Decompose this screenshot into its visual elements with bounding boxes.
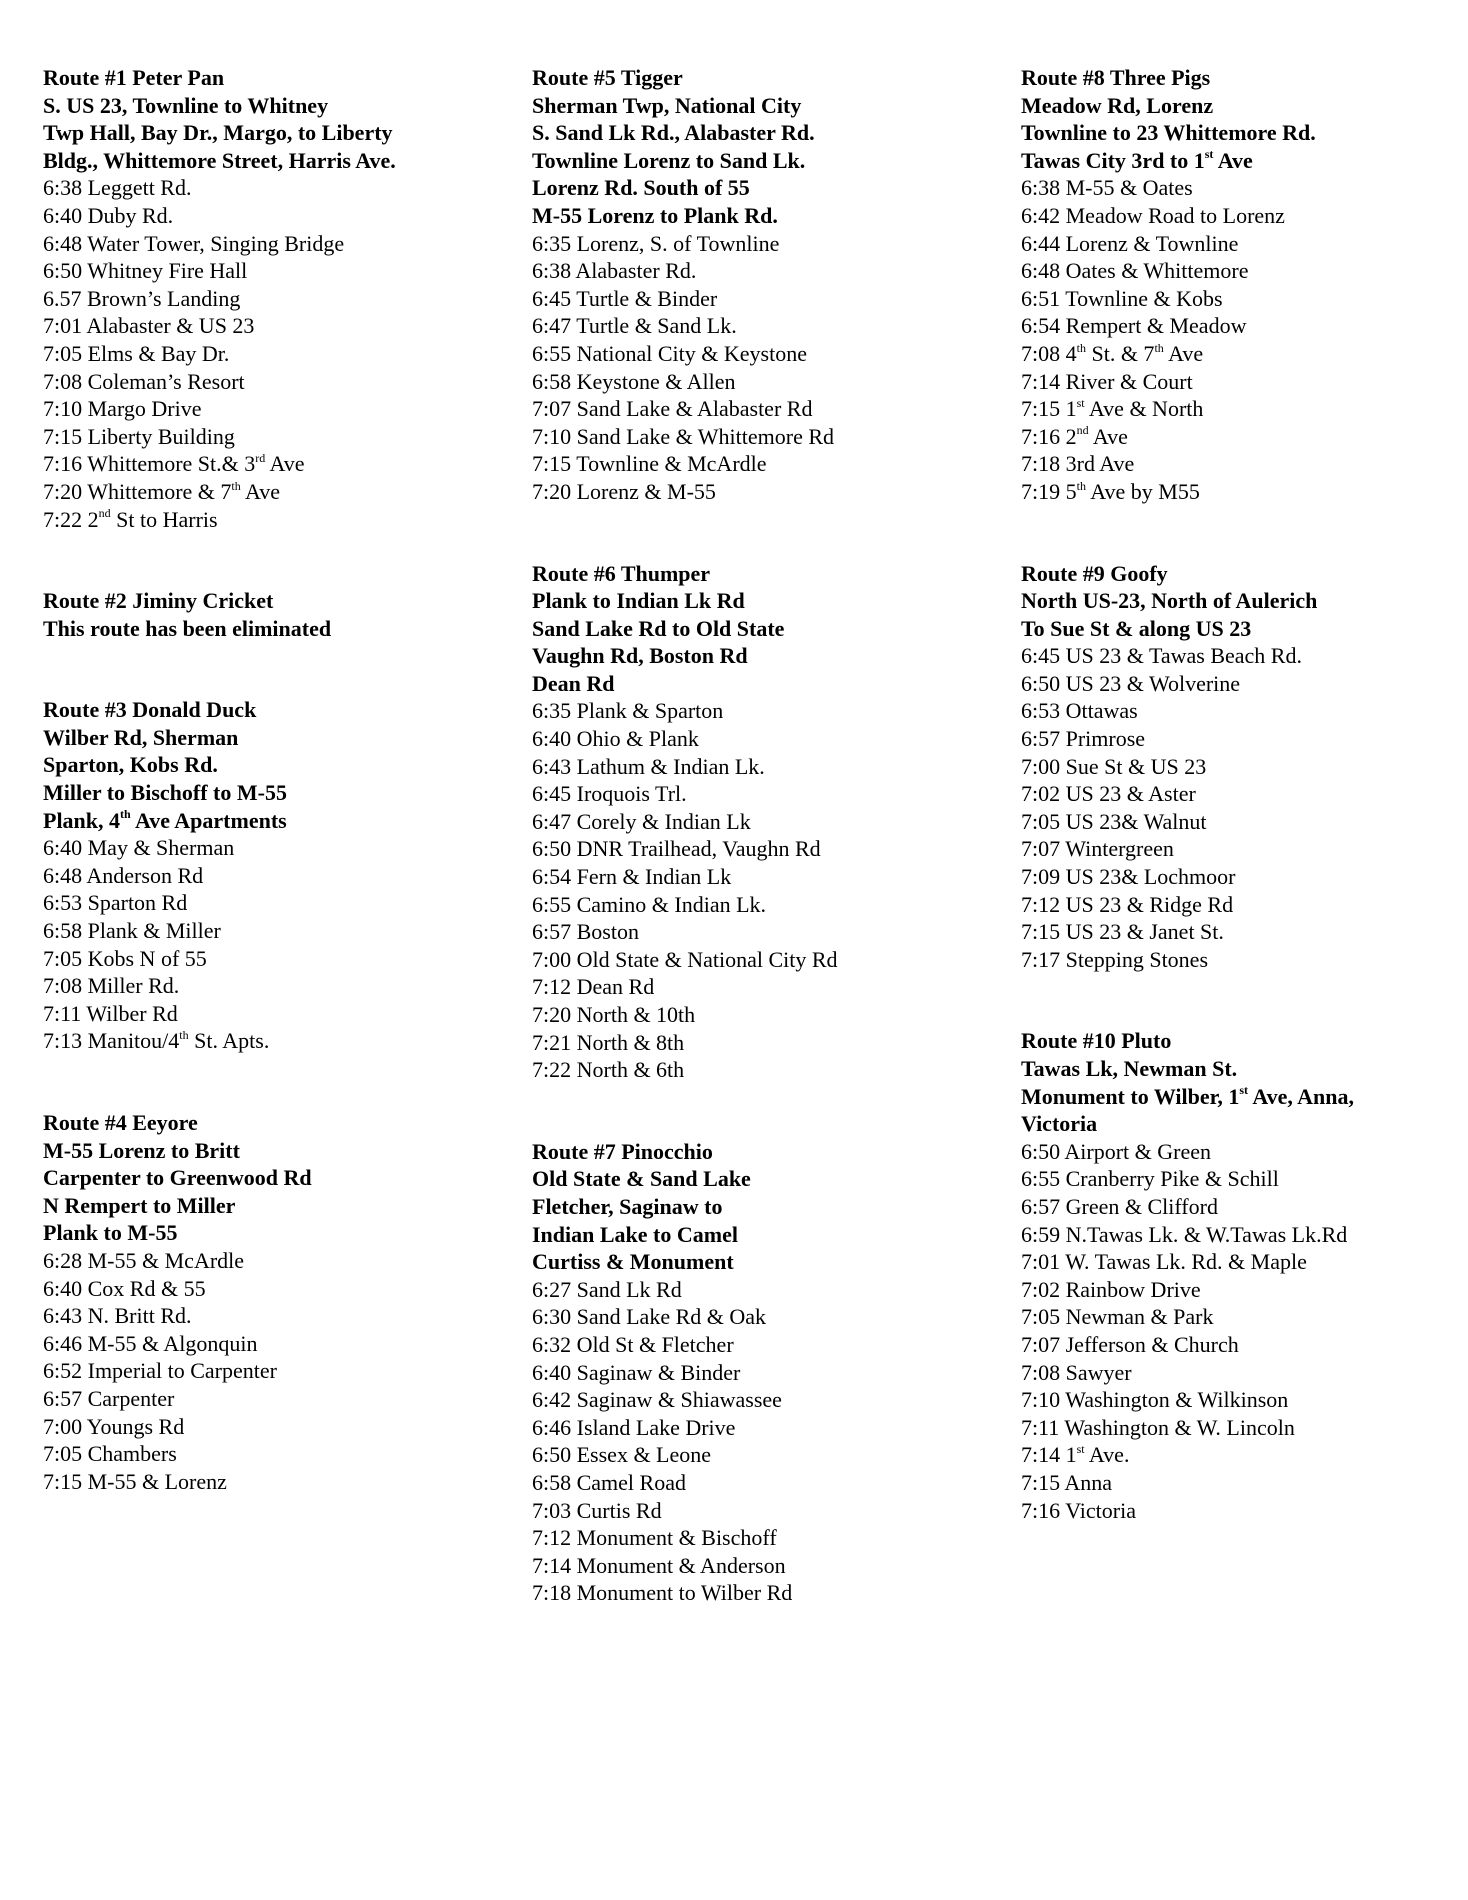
- route-title: Route #3 Donald Duck: [43, 697, 257, 723]
- stop-time-entry: 6:50 Essex & Leone: [532, 1442, 712, 1468]
- stop-time-entry: 7:02 US 23 & Aster: [1021, 781, 1196, 807]
- route-block: [43, 587, 513, 642]
- stop-time-entry: 7:15 US 23 & Janet St.: [1021, 919, 1224, 945]
- route-description-line: Tawas Lk, Newman St.: [1021, 1056, 1238, 1081]
- stop-time-entry: 6:38 Leggett Rd.: [43, 175, 192, 201]
- stop-time-entry: 7:18 3rd Ave: [1021, 451, 1135, 477]
- route-title: Route #5 Tigger: [532, 65, 683, 90]
- stop-time-entry: 7:00 Youngs Rd: [43, 1413, 185, 1439]
- route-title: Route #9 Goofy: [1021, 560, 1168, 586]
- route-block: [1021, 1027, 1468, 1524]
- route-title: Route #6 Thumper: [532, 560, 711, 586]
- route-title: Route #7 Pinocchio: [532, 1138, 713, 1164]
- stop-time-entry: 6:50 US 23 & Wolverine: [1021, 670, 1241, 696]
- stop-time-entry: 6:32 Old St & Fletcher: [532, 1331, 734, 1357]
- stop-time-entry: 7:20 Whittemore & 7th Ave: [43, 478, 281, 504]
- stop-time-entry: 6:43 N. Britt Rd.: [43, 1303, 192, 1329]
- stop-time-entry: 6:50 Airport & Green: [1021, 1138, 1212, 1164]
- route-description-line: Plank to Indian Lk Rd: [532, 588, 745, 614]
- stop-time-entry: 6:42 Saginaw & Shiawassee: [532, 1387, 782, 1413]
- stop-time-entry: 6:48 Water Tower, Singing Bridge: [43, 230, 345, 256]
- route-description-line: Sherman Twp, National City: [532, 92, 802, 118]
- stop-time-entry: 6:44 Lorenz & Townline: [1021, 230, 1239, 256]
- route-description-line: To Sue St & along US 23: [1021, 615, 1252, 641]
- route-description-line: Indian Lake to Camel: [532, 1221, 738, 1247]
- schedule-column-2: [532, 64, 1002, 1661]
- stop-time-entry: 6:51 Townline & Kobs: [1021, 285, 1223, 311]
- stop-time-entry: 6:43 Lathum & Indian Lk.: [532, 753, 765, 779]
- stop-time-entry: 6:47 Turtle & Sand Lk.: [532, 313, 737, 339]
- stop-time-entry: 6:35 Lorenz, S. of Townline: [532, 230, 780, 256]
- schedule-column-1: [43, 64, 513, 1549]
- route-title: Route #8 Three Pigs: [1021, 65, 1211, 90]
- stop-time-entry: 6:46 M-55 & Algonquin: [43, 1330, 258, 1356]
- route-description-line: Sand Lake Rd to Old State: [532, 615, 785, 641]
- stop-time-entry: 7:10 Margo Drive: [43, 396, 202, 422]
- stop-time-entry: 7:12 US 23 & Ridge Rd: [1021, 891, 1234, 917]
- route-title: Route #4 Eeyore: [43, 1110, 198, 1135]
- route-description-line: Miller to Bischoff to M-55: [43, 780, 287, 806]
- route-description-line: Old State & Sand Lake: [532, 1166, 751, 1192]
- route-description-line: N Rempert to Miller: [43, 1192, 236, 1218]
- stop-time-entry: 7:10 Washington & Wilkinson: [1021, 1387, 1289, 1413]
- route-block: [532, 64, 1002, 506]
- route-description-line: Plank, 4th Ave Apartments: [43, 807, 287, 833]
- stop-time-entry: 6:38 M-55 & Oates: [1021, 175, 1193, 201]
- stop-time-entry: 6:58 Keystone & Allen: [532, 368, 736, 394]
- route-block: [532, 560, 1002, 1084]
- stop-time-entry: 6:58 Plank & Miller: [43, 918, 221, 944]
- stop-time-entry: 7:05 Chambers: [43, 1441, 177, 1467]
- stop-time-entry: 6:55 Cranberry Pike & Schill: [1021, 1166, 1279, 1192]
- stop-time-entry: 7:21 North & 8th: [532, 1029, 685, 1055]
- stop-time-entry: 6:57 Carpenter: [43, 1385, 175, 1411]
- stop-time-entry: 6:50 DNR Trailhead, Vaughn Rd: [532, 836, 821, 862]
- stop-time-entry: 7:10 Sand Lake & Whittemore Rd: [532, 423, 835, 449]
- stop-time-entry: 6:59 N.Tawas Lk. & W.Tawas Lk.Rd: [1021, 1221, 1348, 1247]
- stop-time-entry: 6:53 Sparton Rd: [43, 890, 188, 916]
- stop-time-entry: 7:03 Curtis Rd: [532, 1497, 662, 1523]
- route-description-line: Wilber Rd, Sherman: [43, 724, 239, 750]
- stop-time-entry: 6:58 Camel Road: [532, 1469, 686, 1495]
- route-description-line: Vaughn Rd, Boston Rd: [532, 643, 748, 669]
- stop-time-entry: 7:14 Monument & Anderson: [532, 1552, 786, 1578]
- stop-time-entry: 7:20 North & 10th: [532, 1002, 696, 1027]
- stop-time-entry: 6:53 Ottawas: [1021, 698, 1138, 724]
- route-description-line: Dean Rd: [532, 670, 615, 696]
- stop-time-entry: 7:05 Elms & Bay Dr.: [43, 340, 230, 366]
- route-description-line: Townline Lorenz to Sand Lk.: [532, 147, 806, 173]
- stop-time-entry: 7:08 Coleman’s Resort: [43, 368, 245, 394]
- stop-time-entry: 7:05 US 23& Walnut: [1021, 808, 1207, 834]
- route-block: [43, 1109, 513, 1495]
- stop-time-entry: 7:18 Monument to Wilber Rd: [532, 1580, 793, 1606]
- stop-time-entry: 7:12 Monument & Bischoff: [532, 1525, 777, 1551]
- route-title: Route #2 Jiminy Cricket: [43, 588, 274, 614]
- stop-time-entry: 6:30 Sand Lake Rd & Oak: [532, 1304, 767, 1330]
- stop-time-entry: 6:46 Island Lake Drive: [532, 1414, 736, 1440]
- stop-time-entry: 7:15 Townline & McArdle: [532, 451, 767, 477]
- stop-time-entry: 6:40 Cox Rd & 55: [43, 1275, 206, 1301]
- route-description-line: Curtiss & Monument: [532, 1249, 734, 1275]
- stop-time-entry: 6:28 M-55 & McArdle: [43, 1247, 245, 1273]
- stop-time-entry: 6:57 Boston: [532, 919, 639, 945]
- route-block: [532, 1138, 1002, 1607]
- route-block: [1021, 64, 1468, 506]
- stop-time-entry: 7:00 Sue St & US 23: [1021, 753, 1207, 779]
- stop-time-entry: 7:13 Manitou/4th St. Apts.: [43, 1028, 270, 1054]
- stop-time-entry: 7:11 Wilber Rd: [43, 1000, 178, 1026]
- stop-time-entry: 7:12 Dean Rd: [532, 974, 655, 1000]
- stop-time-entry: 7:14 River & Court: [1021, 368, 1193, 394]
- stop-time-entry: 6:48 Oates & Whittemore: [1021, 258, 1249, 284]
- stop-time-entry: 6:45 US 23 & Tawas Beach Rd.: [1021, 643, 1302, 669]
- route-description-line: S. US 23, Townline to Whitney: [43, 92, 329, 118]
- stop-time-entry: 7:07 Jefferson & Church: [1021, 1331, 1239, 1357]
- stop-time-entry: 7:16 2nd Ave: [1021, 423, 1128, 449]
- stop-time-entry: 6:57 Green & Clifford: [1021, 1193, 1218, 1219]
- stop-time-entry: 6:40 Duby Rd.: [43, 202, 174, 228]
- route-description-line: M-55 Lorenz to Plank Rd.: [532, 202, 778, 228]
- stop-time-entry: 7:17 Stepping Stones: [1021, 946, 1209, 972]
- stop-time-entry: 7:07 Wintergreen: [1021, 836, 1174, 862]
- stop-time-entry: 6.57 Brown’s Landing: [43, 285, 241, 311]
- stop-time-entry: 7:08 4th St. & 7th Ave: [1021, 340, 1204, 366]
- stop-time-entry: 7:07 Sand Lake & Alabaster Rd: [532, 396, 813, 422]
- stop-time-entry: 7:22 North & 6th: [532, 1057, 685, 1083]
- route-description-line: Plank to M-55: [43, 1220, 178, 1246]
- stop-time-entry: 6:40 May & Sherman: [43, 835, 235, 861]
- stop-time-entry: 6:50 Whitney Fire Hall: [43, 258, 248, 284]
- route-block: [1021, 560, 1468, 974]
- route-description-line: North US-23, North of Aulerich: [1021, 588, 1318, 614]
- route-description-line: This route has been eliminated: [43, 615, 332, 641]
- stop-time-entry: 7:15 Anna: [1021, 1469, 1113, 1495]
- stop-time-entry: 6:54 Rempert & Meadow: [1021, 313, 1247, 339]
- route-block: [43, 64, 513, 533]
- route-description-line: Lorenz Rd. South of 55: [532, 175, 750, 201]
- route-block: [43, 696, 513, 1055]
- stop-time-entry: 7:15 1st Ave & North: [1021, 395, 1204, 422]
- stop-time-entry: 7:08 Miller Rd.: [43, 973, 180, 999]
- stop-time-entry: 7:02 Rainbow Drive: [1021, 1276, 1201, 1302]
- stop-time-entry: 7:01 Alabaster & US 23: [43, 313, 255, 339]
- route-description-line: S. Sand Lk Rd., Alabaster Rd.: [532, 120, 815, 146]
- route-description-line: Victoria: [1021, 1111, 1098, 1137]
- stop-time-entry: 7:08 Sawyer: [1021, 1359, 1132, 1385]
- stop-time-entry: 7:05 Newman & Park: [1021, 1304, 1214, 1330]
- route-title: Route #10 Pluto: [1021, 1028, 1172, 1054]
- route-description-line: Townline to 23 Whittemore Rd.: [1021, 120, 1316, 146]
- stop-time-entry: 7:05 Kobs N of 55: [43, 945, 207, 971]
- stop-time-entry: 7:15 Liberty Building: [43, 423, 235, 449]
- stop-time-entry: 6:54 Fern & Indian Lk: [532, 864, 732, 890]
- stop-time-entry: 7:22 2nd St to Harris: [43, 506, 218, 532]
- stop-time-entry: 6:42 Meadow Road to Lorenz: [1021, 202, 1285, 228]
- route-description-line: Carpenter to Greenwood Rd: [43, 1165, 312, 1191]
- route-description-line: Fletcher, Saginaw to: [532, 1193, 723, 1219]
- stop-time-entry: 6:38 Alabaster Rd.: [532, 258, 697, 284]
- stop-time-entry: 6:45 Turtle & Binder: [532, 285, 718, 311]
- route-description-line: Tawas City 3rd to 1st Ave: [1021, 147, 1253, 173]
- stop-time-entry: 6:52 Imperial to Carpenter: [43, 1358, 277, 1384]
- stop-time-entry: 7:14 1st Ave.: [1021, 1441, 1130, 1468]
- stop-time-entry: 7:09 US 23& Lochmoor: [1021, 864, 1236, 890]
- route-description-line: Bldg., Whittemore Street, Harris Ave.: [43, 147, 396, 173]
- stop-time-entry: 6:40 Saginaw & Binder: [532, 1359, 741, 1385]
- route-description-line: M-55 Lorenz to Britt: [43, 1137, 240, 1163]
- stop-time-entry: 6:55 National City & Keystone: [532, 340, 807, 366]
- stop-time-entry: 7:01 W. Tawas Lk. Rd. & Maple: [1021, 1249, 1307, 1275]
- stop-time-entry: 6:27 Sand Lk Rd: [532, 1276, 682, 1302]
- stop-time-entry: 7:16 Whittemore St.& 3rd Ave: [43, 450, 305, 477]
- stop-time-entry: 6:57 Primrose: [1021, 726, 1146, 752]
- route-description-line: Monument to Wilber, 1st Ave, Anna,: [1021, 1083, 1355, 1109]
- stop-time-entry: 6:48 Anderson Rd: [43, 862, 204, 888]
- stop-time-entry: 7:19 5th Ave by M55: [1021, 478, 1200, 504]
- stop-time-entry: 7:11 Washington & W. Lincoln: [1021, 1414, 1295, 1440]
- route-title: Route #1 Peter Pan: [43, 65, 225, 90]
- stop-time-entry: 6:45 Iroquois Trl.: [532, 781, 687, 807]
- route-description-line: Twp Hall, Bay Dr., Margo, to Liberty: [43, 120, 393, 146]
- stop-time-entry: 6:40 Ohio & Plank: [532, 726, 699, 752]
- route-description-line: Sparton, Kobs Rd.: [43, 752, 218, 778]
- stop-time-entry: 7:16 Victoria: [1021, 1497, 1136, 1523]
- stop-time-entry: 6:47 Corely & Indian Lk: [532, 808, 751, 834]
- stop-time-entry: 6:35 Plank & Sparton: [532, 698, 724, 724]
- stop-time-entry: 7:15 M-55 & Lorenz: [43, 1468, 227, 1494]
- route-description-line: Meadow Rd, Lorenz: [1021, 92, 1214, 118]
- stop-time-entry: 7:00 Old State & National City Rd: [532, 946, 838, 972]
- stop-time-entry: 7:20 Lorenz & M-55: [532, 478, 716, 504]
- stop-time-entry: 6:55 Camino & Indian Lk.: [532, 891, 767, 917]
- schedule-column-3: [1021, 64, 1468, 1578]
